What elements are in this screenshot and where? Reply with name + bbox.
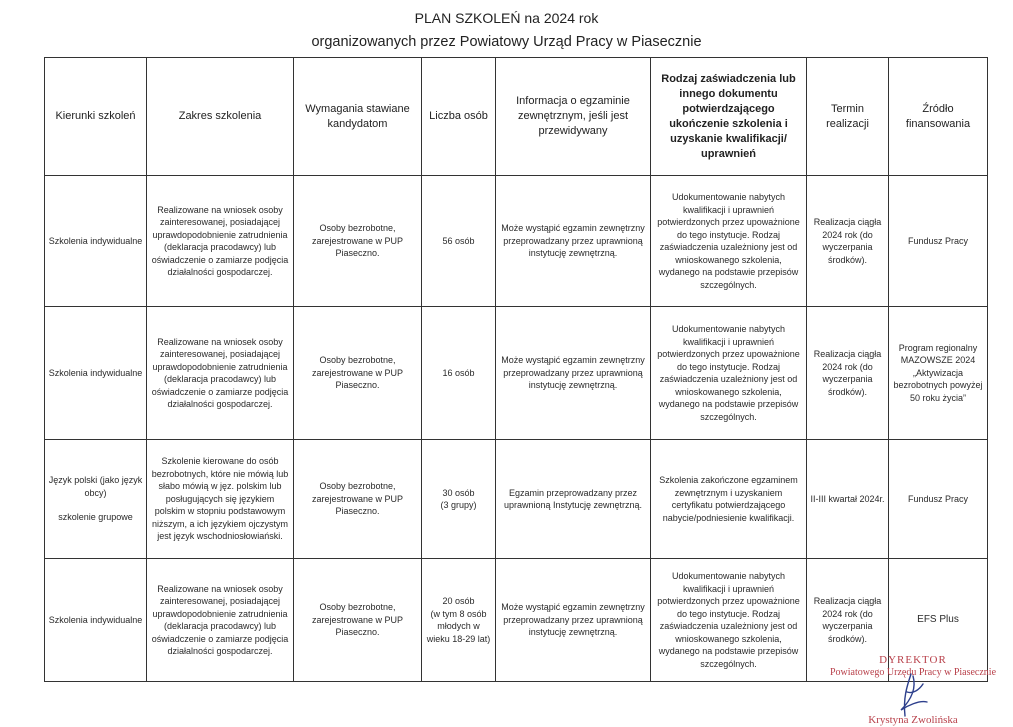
stamp-name: Krystyna Zwolińska xyxy=(868,714,958,726)
direction-cell xyxy=(45,440,147,559)
direction-cell xyxy=(45,176,147,307)
count-text: 20 osób xyxy=(442,596,475,606)
funding-cell: Program regionalny MAZOWSZE 2024 „Aktywizacja bezrobotnych powyżej 50 roku życia” xyxy=(889,307,988,440)
term-cell: Realizacja ciągła 2024 rok (do wyczerpania środków). xyxy=(807,176,889,307)
column-header: Źródło finansowania xyxy=(889,58,988,176)
direction-cell xyxy=(45,559,147,682)
table-header-row xyxy=(45,58,988,176)
column-header: Kierunki szkoleń xyxy=(45,58,147,176)
certificate-cell: Udokumentowanie nabytych kwalifikacji i uprawnień potwierdzonych przez upoważnione do tego instytucje. Rodzaj zaświadczenia uzależniony jest od wnioskowanego szkolenia, wydanego na podstawie przepisów szczególnych. xyxy=(651,559,807,682)
funding-cell: Fundusz Pracy xyxy=(889,440,988,559)
stamp-organization: Powiatowego Urzędu Pracy w Piasecznie xyxy=(829,667,997,678)
requirements-cell: Osoby bezrobotne, zarejestrowane w PUP Piaseczno. xyxy=(294,440,422,559)
count-note: (w tym 8 osób młodych w wieku 18-29 lat) xyxy=(426,608,491,644)
requirements-cell: Osoby bezrobotne, zarejestrowane w PUP Piaseczno. xyxy=(294,307,422,440)
count-cell xyxy=(422,440,496,559)
term-cell: Realizacja ciągła 2024 rok (do wyczerpania środków). xyxy=(807,559,889,682)
term-cell: II-III kwartał 2024r. xyxy=(807,440,889,559)
scope-cell: Realizowane na wniosek osoby zainteresowanej, posiadającej uprawdopodobnienie zatrudnienia (deklaracja pracodawcy) lub oświadczenie o zamiarze podjęcia działalności gospodarczej. xyxy=(147,176,294,307)
training-plan-table xyxy=(44,57,988,682)
direction-text: Szkolenia indywidualne xyxy=(48,367,143,378)
document-subtitle: organizowanych przez Powiatowy Urząd Pracy w Piasecznie xyxy=(311,34,702,50)
document-title: PLAN SZKOLEŃ na 2024 rok xyxy=(414,10,599,26)
requirements-cell: Osoby bezrobotne, zarejestrowane w PUP Piaseczno. xyxy=(294,176,422,307)
stamp-role: DYREKTOR xyxy=(879,654,947,666)
column-header: Informacja o egzaminie zewnętrznym, jeśli jest przewidywany xyxy=(496,58,651,176)
count-note: (3 grupy) xyxy=(440,500,477,510)
requirements-cell: Osoby bezrobotne, zarejestrowane w PUP Piaseczno. xyxy=(294,559,422,682)
exam-cell: Może wystąpić egzamin zewnętrzny przeprowadzany przez uprawnioną instytucję zewnętrzną. xyxy=(496,176,651,307)
column-header: Liczba osób xyxy=(422,58,496,176)
column-header: Wymagania stawiane kandydatom xyxy=(294,58,422,176)
scope-cell: Realizowane na wniosek osoby zainteresowanej, posiadającej uprawdopodobnienie zatrudnienia (deklaracja pracodawcy) lub oświadczenie o zamiarze podjęcia działalności gospodarczej. xyxy=(147,559,294,682)
column-header: Termin realizacji xyxy=(807,58,889,176)
count-cell: 16 osób xyxy=(422,307,496,440)
signature-scribble xyxy=(893,672,933,720)
column-header: Rodzaj zaświadczenia lub innego dokumentu potwierdzającego ukończenie szkolenia i uzyskanie kwalifikacji/ uprawnień xyxy=(651,58,807,176)
exam-cell: Może wystąpić egzamin zewnętrzny przeprowadzany przez uprawnioną instytucję zewnętrzną. xyxy=(496,559,651,682)
exam-cell: Egzamin przeprowadzany przez uprawnioną Instytucję zewnętrzną. xyxy=(496,440,651,559)
table-row xyxy=(45,440,988,559)
term-cell: Realizacja ciągła 2024 rok (do wyczerpania środków). xyxy=(807,307,889,440)
funding-cell: Fundusz Pracy xyxy=(889,176,988,307)
count-text: 30 osób xyxy=(442,487,475,498)
count-cell: 56 osób xyxy=(422,176,496,307)
direction-cell xyxy=(45,307,147,440)
scope-cell: Szkolenie kierowane do osób bezrobotnych, które nie mówią lub słabo mówią w jęz. polskim lub posługujących się językiem polskim w stopniu podstawowym niższym, a ich językiem ojczystym jest język wschodniosłowiański. xyxy=(147,440,294,559)
scope-cell: Realizowane na wniosek osoby zainteresowanej, posiadającej uprawdopodobnienie zatrudnienia (deklaracja pracodawcy) lub oświadczenie o zamiarze podjęcia działalności gospodarczej. xyxy=(147,307,294,440)
direction-text: Szkolenia indywidualne xyxy=(48,235,143,246)
direction-text: Język polski (jako język obcy) xyxy=(48,475,143,498)
table-row xyxy=(45,307,988,440)
direction-note: szkolenie grupowe xyxy=(58,512,133,523)
funding-cell: EFS Plus xyxy=(889,559,988,682)
exam-cell: Może wystąpić egzamin zewnętrzny przeprowadzany przez uprawnioną instytucję zewnętrzną. xyxy=(496,307,651,440)
column-header: Zakres szkolenia xyxy=(147,58,294,176)
table-row xyxy=(45,176,988,307)
certificate-cell: Udokumentowanie nabytych kwalifikacji i uprawnień potwierdzonych przez upoważnione do tego instytucje. Rodzaj zaświadczenia uzależniony jest od wnioskowanego szkolenia, wydanego na podstawie przepisów szczególnych. xyxy=(651,307,807,440)
certificate-cell: Szkolenia zakończone egzaminem zewnętrznym i uzyskaniem certyfikatu potwierdzającego nabycie/podniesienie kwalifikacji. xyxy=(651,440,807,559)
count-cell xyxy=(422,559,496,682)
certificate-cell: Udokumentowanie nabytych kwalifikacji i uprawnień potwierdzonych przez upoważnione do tego instytucje. Rodzaj zaświadczenia uzależniony jest od wnioskowanego szkolenia, wydanego na podstawie przepisów szczególnych. xyxy=(651,176,807,307)
direction-text: Szkolenia indywidualne xyxy=(48,614,143,625)
